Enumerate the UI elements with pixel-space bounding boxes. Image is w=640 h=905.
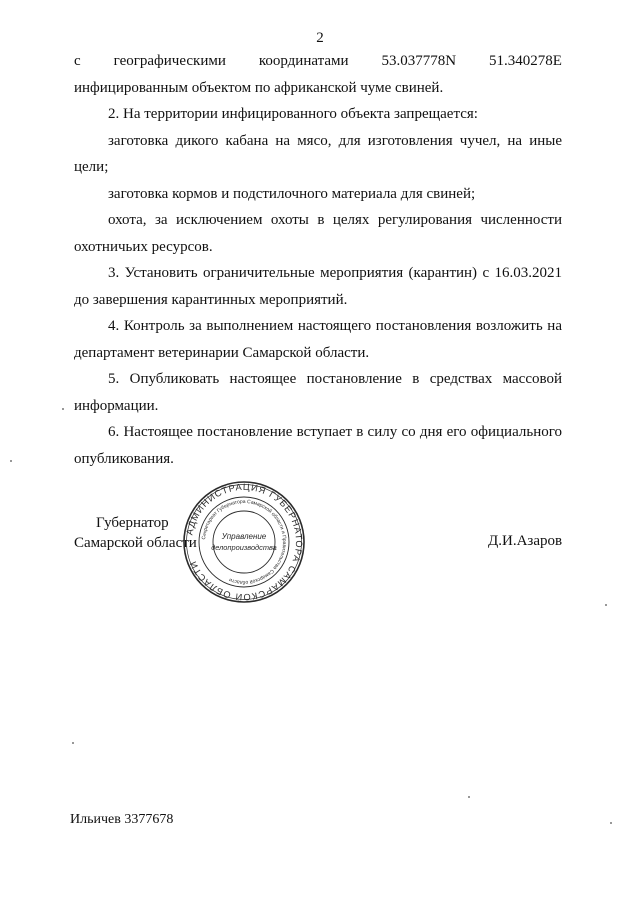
position-line-2: Самарской области [74, 535, 197, 551]
scan-speck [72, 742, 74, 744]
word: с [74, 53, 81, 69]
scan-speck [62, 408, 64, 410]
longitude: 51.340278E [489, 53, 562, 69]
stamp-inner-text: Секретариат Губернатора Самарской области и Правительства Самарской области [201, 498, 288, 586]
paragraph-2a: заготовка дикого кабана на мясо, для изготовления чучел, на иные цели; [74, 132, 562, 175]
scan-speck [610, 822, 612, 824]
scan-speck [605, 604, 607, 606]
scan-speck [10, 460, 12, 462]
paragraph-2: 2. На территории инфицированного объекта запрещается: [108, 106, 478, 122]
official-stamp [182, 480, 306, 604]
paragraph-6: 6. Настоящее постановление вступает в силу со дня его официального опубликования. [74, 424, 562, 467]
paragraph-3: 3. Установить ограничительные мероприятия (карантин) с 16.03.2021 до завершения карантинных мероприятий. [74, 265, 562, 308]
paragraph-4: 4. Контроль за выполнением настоящего постановления возложить на департамент ветеринарии Самарской области. [74, 318, 562, 361]
paragraph-5: 5. Опубликовать настоящее постановление в средствах массовой информации. [74, 371, 562, 414]
latitude: 53.037778N [381, 53, 457, 69]
stamp-center-line-1: Управление [221, 532, 267, 541]
stamp-center-line-2: делопроизводства [211, 543, 277, 552]
executor-note: Ильичев 3377678 [70, 812, 174, 827]
scan-speck [468, 796, 470, 798]
signer-position [74, 513, 197, 553]
word: координатами [258, 53, 349, 69]
stamp-outer-text: АДМИНИСТРАЦИЯ ГУБЕРНАТОРА САМАРСКОЙ ОБЛАСТИ [184, 481, 305, 603]
document-body [74, 48, 562, 472]
coordinates-line-continued: инфицированным объектом по африканской чуме свиней. [74, 79, 444, 96]
position-line-1: Губернатор [96, 515, 169, 531]
page-number: 2 [316, 30, 324, 46]
paragraph-2c: охота, за исключением охоты в целях регулирования численности охотничьих ресурсов. [74, 212, 562, 255]
coordinates-line [74, 48, 562, 75]
signer-name: Д.И.Азаров [488, 533, 563, 549]
paragraph-2b: заготовка кормов и подстилочного материала для свиней; [108, 185, 476, 202]
word: географическими [113, 53, 226, 69]
